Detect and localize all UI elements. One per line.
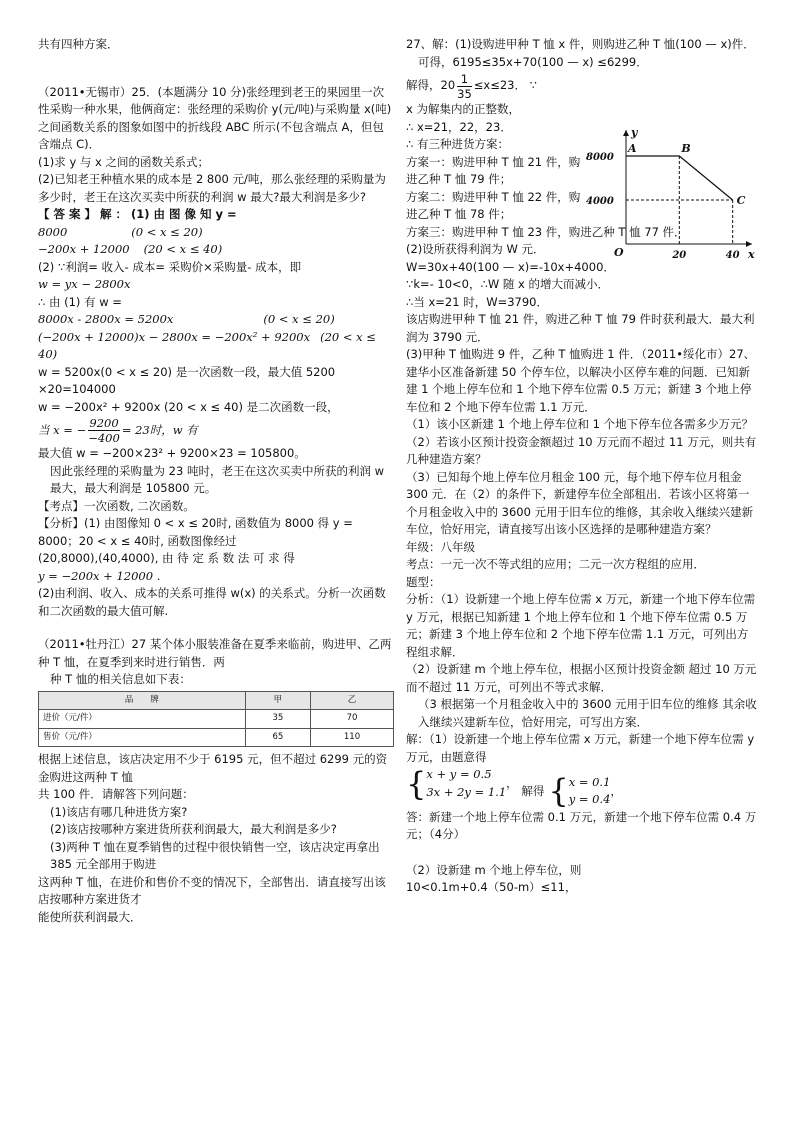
y-axis-label: y [631,126,638,139]
answer-parking-1: 答：新建一个地上停车位需 0.1 万元，新建一个地下停车位需 0.4 万元；（4分） [406,809,757,842]
question-parking-3: （3）已知每个地上停车位月租金 100 元，每个地下停车位月租金 300 元．在（2）的条件下，新建停车位全部租出．若该小区将第一个月租金收入中的 3600 元用于旧车位的维修，其余收入继续兴建新车位，恰好用完，请直接写出该小区选择的是哪种建造方案？ [406,469,754,536]
key-points: 【考点】一次函数, 二次函数。 [38,498,195,513]
y-tick-label: 8000 [586,152,614,163]
table-cell: 进价（元/件） [39,710,246,729]
y-axis-arrow [623,130,629,136]
table-row [39,710,394,729]
solution-x: x = 0.1 [568,774,611,789]
grade-label: 年级：八年级 [406,539,475,554]
comma: ， [506,775,518,790]
solution-27-1: 27、解：(1)设购进甲种 T 恤 x 件，则购进乙种 T 恤(100 — x)件． [406,37,755,51]
vertex-line [38,416,394,445]
question-2: (2)已知老王种植水果的成本是 2 800 元/吨，那么张经理的采购量为多少时，老王在这次买卖中所获的利润 w 最大?最大利润是多少? [38,172,386,204]
analysis-parking-3: （3 根据第一个月租金收入中的 3600 元用于旧车位的维修 其余收入继续兴建新车位，恰好用完，可写出方案． [418,697,757,729]
text-line: 共有四种方案． [38,37,119,51]
analysis-2: (20,8000),(40,4000), 由 待 定 系 数 法 可 求 得 [38,551,295,565]
table-cell: 110 [310,728,393,747]
point-label-c: C [736,194,746,207]
table-header-row [39,691,394,710]
solution-parking-1: 解：（1）设新建一个地上停车位需 x 万元，新建一个地下停车位需 y 万元，由题意得 [406,732,755,764]
x-values: ∴ x=21，22，23． [406,119,512,134]
x-axis-arrow [746,241,752,247]
max-profit-conclusion: 该店购进甲种 T 恤 21 件，购进乙种 T 恤 79 件时获利最大．最大利润为 3790 元． [406,312,755,344]
question-type-label: 题型： [406,574,441,589]
equation-system [406,766,518,801]
slope-note: ∵k=- 10<0，∴W 随 x 的增大而减小． [406,277,609,291]
piece-1-domain: (0 < x ≤ 20) [131,224,203,239]
question-27-1: (1)该店有哪几种进货方案? [50,804,188,819]
solved-label: 解得 [521,783,545,798]
problem-25-statement: （2011•无锡市）25．(本题满分 10 分)张经理到老王的果园里一次性采购一种水果，他俩商定：张经理的采购价 y(元/吨)与采购量 x(吨)之间函数关系的图象如图中的折线段 ABC 所示(不包含端点 A，但包含端点 C)． [38,84,392,151]
table-cell: 70 [310,710,393,729]
analysis-3: y = −200x + 12000 . [38,568,161,583]
range-prefix: 解得，20 [406,78,456,93]
analysis-4: (2)由利润、收入、成本的关系可推得 w(x) 的关系式。分析一次函数和二次函数的最大值可解. [38,586,386,618]
table-intro: 种 T 恤的相关信息如下表： [50,672,191,686]
fraction-numerator: 1 [457,72,472,87]
tshirt-info-table [38,691,394,748]
analysis-1: 【分析】(1) 由图像知 0 < x ≤ 20时, 函数值为 8000 得 y = 8000；20 < x ≤ 40时, 函数图像经过 [38,516,353,548]
analysis-parking-1: 分析：（1）设新建一个地上停车位需 x 万元，新建一个地下停车位需 y 万元，根据已知新建 1 个地上停车位和 1 个地下停车位需 0.5 万元；新建 3 个地上停车位和 2 个地下停车位需 1.1 万元，可列出方程组求解． [406,592,756,659]
piece-1-expr: 8000 [38,224,68,239]
problem-27-statement: （2011•牡丹江）27 某个体小服装准备在夏季来临前，购进甲、乙两种 T 恤，在夏季到来时进行销售．两 [38,637,392,669]
x-axis-label: x [748,248,755,261]
table-header: 乙 [310,691,393,710]
brace-glyph: { [548,772,569,811]
x-tick-label: 40 [725,250,740,261]
table-row [39,728,394,747]
profit-setup: (2)设所获得利润为 W 元． [406,242,545,256]
max-value-line: 最大值 w = −200×23² + 9200×23 = 105800。 [38,446,306,460]
vertex-prefix: 当 x = − [38,422,87,437]
w-piece-2: (−200x + 12000)x − 2800x = −200x² + 9200x [38,329,311,344]
solution-y: y = 0.4 [568,792,611,807]
problem-suihua-statement: (3)甲种 T 恤购进 9 件，乙种 T 恤购进 1 件．（2011•绥化市）27、建华小区准备新建 50 个停车位，以解决小区停车难的问题．已知新建 1 个地上停车位和 1 个地下停车位需 0.5 万元；新建 3 个地上停车位和 2 个地下停车位需 1.1 万元． [406,347,756,414]
w-piece-1: 8000x - 2800x = 5200x [38,312,174,326]
question-1: (1)求 y 与 x 之间的函数关系式； [38,154,210,169]
fraction-denominator: −400 [88,431,120,445]
integer-condition: x 为解集内的正整数， [406,102,520,116]
point-label-a: A [628,142,637,155]
fraction-numerator: 9200 [89,416,119,430]
table-cell: 65 [245,728,310,747]
point-label-b: B [681,142,691,155]
table-header: 品 牌 [39,691,246,710]
fraction-denominator: 35 [457,86,472,101]
solution-formula: w = yx − 2800x [38,277,131,291]
budget-line: 根据上述信息，该店决定用不少于 6195 元，但不超过 6299 元的资金购进这两种 T 恤 [38,752,388,784]
equation-1: x + y = 0.5 [426,767,492,781]
solution-parking-2: （2）设新建 m 个地上停车位，则 [406,862,582,877]
table-cell: 售价（元/件） [39,728,246,747]
origin-label: O [614,246,624,259]
price-quantity-graph [586,124,756,266]
vertex-suffix: = 23时，w 有 [121,422,198,437]
piecewise-function [38,224,394,259]
equation-2: 3x + 2y = 1.1 [426,784,507,799]
answer-heading: 【 答 案 】 解 ： (1) 由 图 像 知 y = [38,207,237,221]
question-27-3: (3)两种 T 恤在夏季销售的过程中很快销售一空，该店决定再拿出 385 元全部用于购进 [50,839,380,871]
vertex-fraction [88,416,120,445]
w-piece-1-domain: (0 < x ≤ 20) [263,312,335,326]
question-27-3-end: 能使所获利润最大． [38,909,142,924]
max-profit-point: ∴当 x=21 时，W=3790． [406,294,548,309]
conclusion: 因此张经理的采购量为 23 吨时，老王在这次买卖中所获的利润 w 最大，最大利润是 105800 元。 [50,463,385,495]
range-fraction [457,72,472,101]
solve-range-line [406,71,758,101]
three-plans: ∴ 有三种进货方案： [406,137,509,151]
solution-step-7: w = −200x² + 9200x (20 < x ≤ 40) 是二次函数一段， [38,399,339,414]
inequality-line: 可得，6195≤35x+70(100 — x) ≤6299． [418,54,648,69]
w-piece-2-domain: (20 < x ≤ 40) [38,329,376,361]
solution-system [521,774,622,809]
solution-step-3: ∴ 由 (1) 有 w = [38,294,122,309]
solution-step-6: w = 5200x(0 < x ≤ 20) 是一次函数一段，最大值 5200 ×20=104000 [38,364,336,396]
y-tick-label: 4000 [586,196,614,207]
piece-2-domain: (20 < x ≤ 40) [143,242,223,256]
inequality-parking: 10<0.1m+0.4（50-m）≤11， [406,880,577,895]
piecewise-w [38,311,394,364]
x-tick-label: 20 [672,250,687,261]
question-parking-1: （1）该小区新建 1 个地上停车位和 1 个地下停车位各需多少万元？ [406,417,754,431]
solution-step-2: (2) ∵利润= 收入- 成本= 采购价×采购量- 成本，即 [38,259,302,274]
question-parking-2: （2）若该小区预计投资金额超过 10 万元而不超过 11 万元，则共有几种建造方案？ [406,434,757,466]
brace-glyph: { [406,764,427,803]
table-header: 甲 [245,691,310,710]
quantity-line: 共 100 件．请解答下列问题： [38,787,194,801]
plan-3: 方案三：购进甲种 T 恤 23 件，购进乙种 T 恤 77 件． [406,224,686,239]
topic-label: 考点：一元一次不等式组的应用；二元一次方程组的应用． [406,557,705,571]
left-column [38,36,394,926]
question-27-2: (2)该店按哪种方案进货所获利润最大，最大利润是多少? [50,822,337,836]
table-cell: 35 [245,710,310,729]
plan-2: 方案二：购进甲种 T 恤 22 件，购进乙种 T 恤 78 件； [406,189,581,221]
range-suffix: ≤x≤23． ∵ [473,78,537,93]
question-27-3-cont: 这两种 T 恤，在进价和售价不变的情况下，全部售出．请直接写出该店按哪种方案进货才 [38,874,386,906]
profit-formula: W=30x+40(100 — x)=-10x+4000． [406,259,615,274]
plan-1: 方案一：购进甲种 T 恤 21 件，购进乙种 T 恤 79 件； [406,154,581,186]
comma: ， [610,783,622,798]
piece-2-expr: −200x + 12000 [38,242,130,256]
analysis-parking-2: （2）设新建 m 个地上停车位，根据小区预计投资金额 超过 10 万元而不超过 11 万元，可列出不等式求解． [406,662,757,694]
